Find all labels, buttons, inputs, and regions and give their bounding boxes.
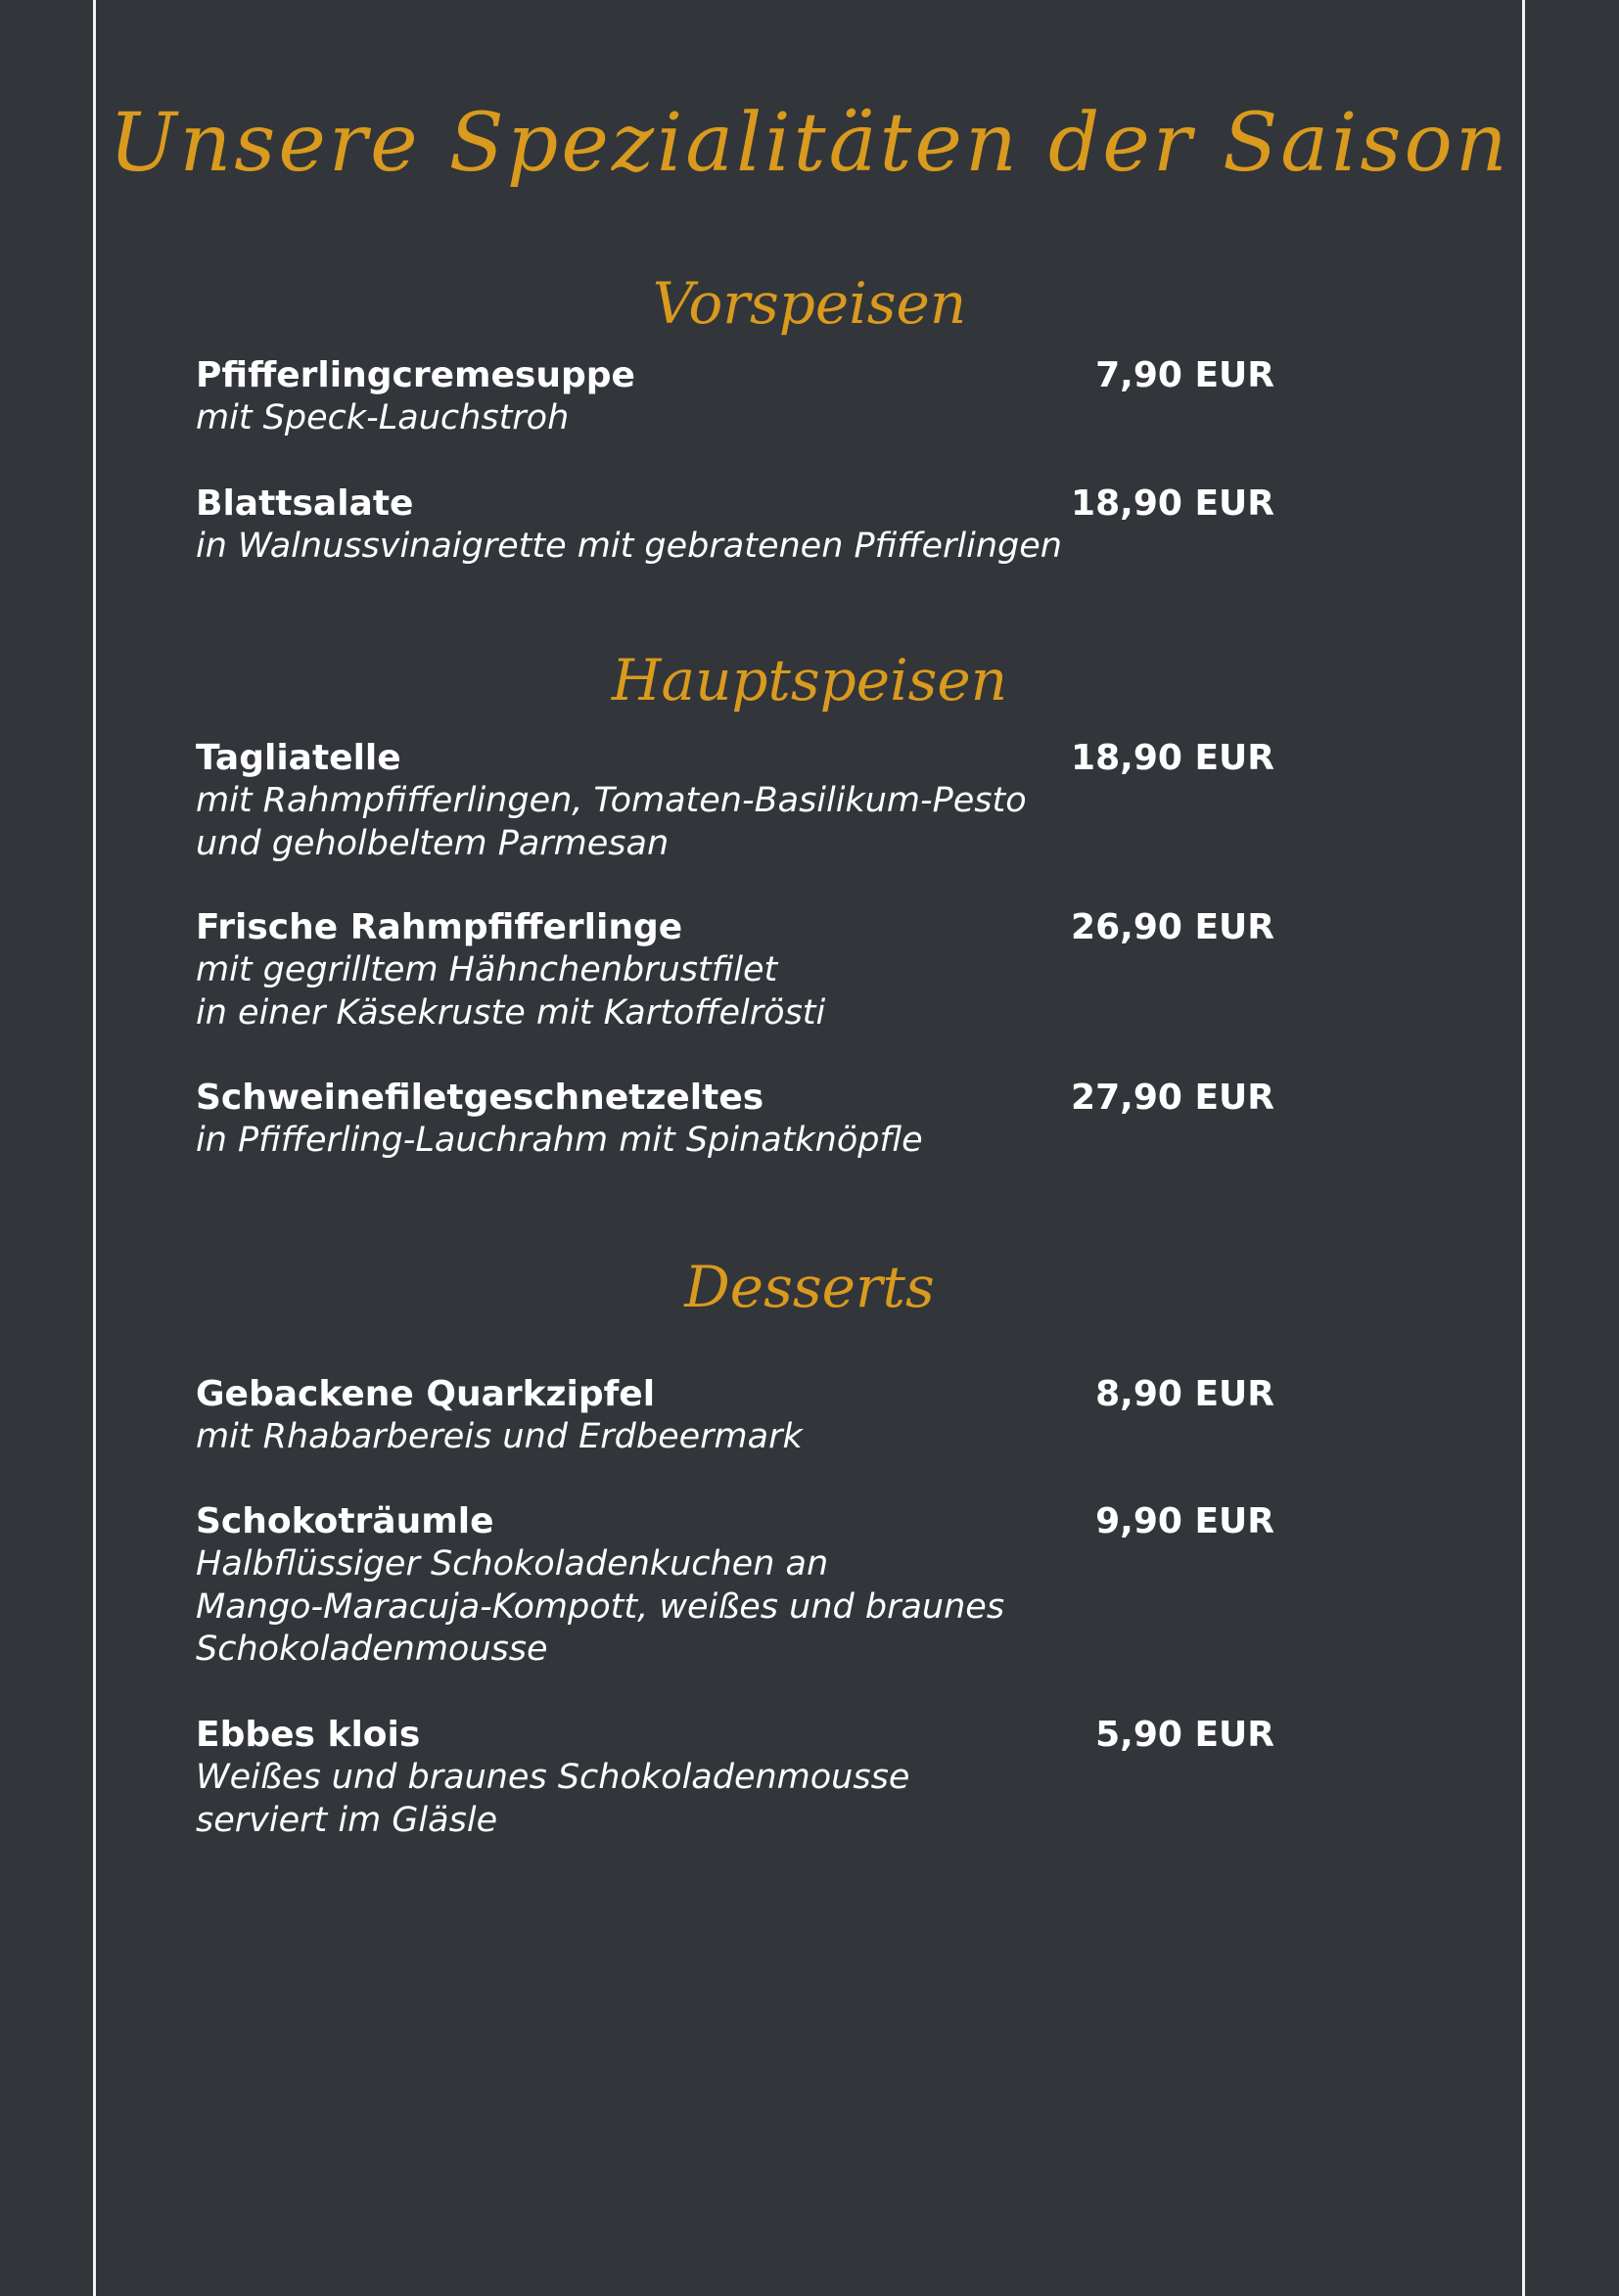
menu-item <box>196 1714 1274 1842</box>
dish-description: und geholbeltem Parmesan <box>196 823 670 863</box>
dish-description: mit Rahmpfifferlingen, Tomaten-Basilikum-Pesto <box>196 781 1027 820</box>
section-heading-desserts: Desserts <box>684 1254 935 1320</box>
dish-price: 7,90 EUR <box>1095 355 1274 395</box>
dish-name: Schweinefiletgeschnetzeltes <box>196 1078 764 1118</box>
dish-description: in einer Käsekruste mit Kartoffelrösti <box>196 992 826 1033</box>
menu-item <box>196 1373 1274 1459</box>
menu-item <box>196 482 1274 569</box>
dish-description: Halbflüssiger Schokoladenkuchen an <box>196 1544 829 1584</box>
dish-name: Gebackene Quarkzipfel <box>196 1374 656 1414</box>
dish-description: serviert im Gläsle <box>196 1800 498 1840</box>
dish-price: 18,90 EUR <box>1071 738 1274 778</box>
section-heading-hauptspeisen: Hauptspeisen <box>611 647 1008 713</box>
dish-price: 18,90 EUR <box>1071 483 1274 524</box>
dish-price: 9,90 EUR <box>1095 1501 1274 1541</box>
dish-price: 8,90 EUR <box>1095 1374 1274 1414</box>
dish-name: Schokoträumle <box>196 1501 494 1541</box>
dish-description: in Pfifferling-Lauchrahm mit Spinatknöpfle <box>196 1121 923 1160</box>
dish-price: 27,90 EUR <box>1071 1078 1274 1118</box>
dish-description: Weißes und braunes Schokoladenmousse <box>196 1758 910 1797</box>
menu-item <box>196 1500 1274 1672</box>
dish-name: Ebbes klois <box>196 1715 421 1755</box>
menu-title: Unsere Spezialitäten der Saison <box>109 97 1510 190</box>
dish-price: 26,90 EUR <box>1071 907 1274 947</box>
menu-item <box>196 354 1274 440</box>
dish-description: Mango-Maracuja-Kompott, weißes und braunes <box>196 1586 1005 1627</box>
dish-description: in Walnussvinaigrette mit gebratenen Pfifferlingen <box>196 527 1062 566</box>
dish-description: mit gegrilltem Hähnchenbrustfilet <box>196 950 778 989</box>
dish-name: Pfifferlingcremesuppe <box>196 355 635 395</box>
dish-name: Blattsalate <box>196 483 414 524</box>
menu-item <box>196 906 1274 1034</box>
dish-name: Tagliatelle <box>196 738 401 778</box>
section-heading-vorspeisen: Vorspeisen <box>652 270 967 337</box>
dish-description: mit Rhabarbereis und Erdbeermark <box>196 1417 803 1456</box>
dish-description: Schokoladenmousse <box>196 1630 548 1669</box>
dish-description: mit Speck-Lauchstroh <box>196 398 570 437</box>
menu-item <box>196 1077 1274 1163</box>
dish-name: Frische Rahmpfifferlinge <box>196 907 683 947</box>
menu-item <box>196 737 1274 865</box>
dish-price: 5,90 EUR <box>1095 1715 1274 1755</box>
